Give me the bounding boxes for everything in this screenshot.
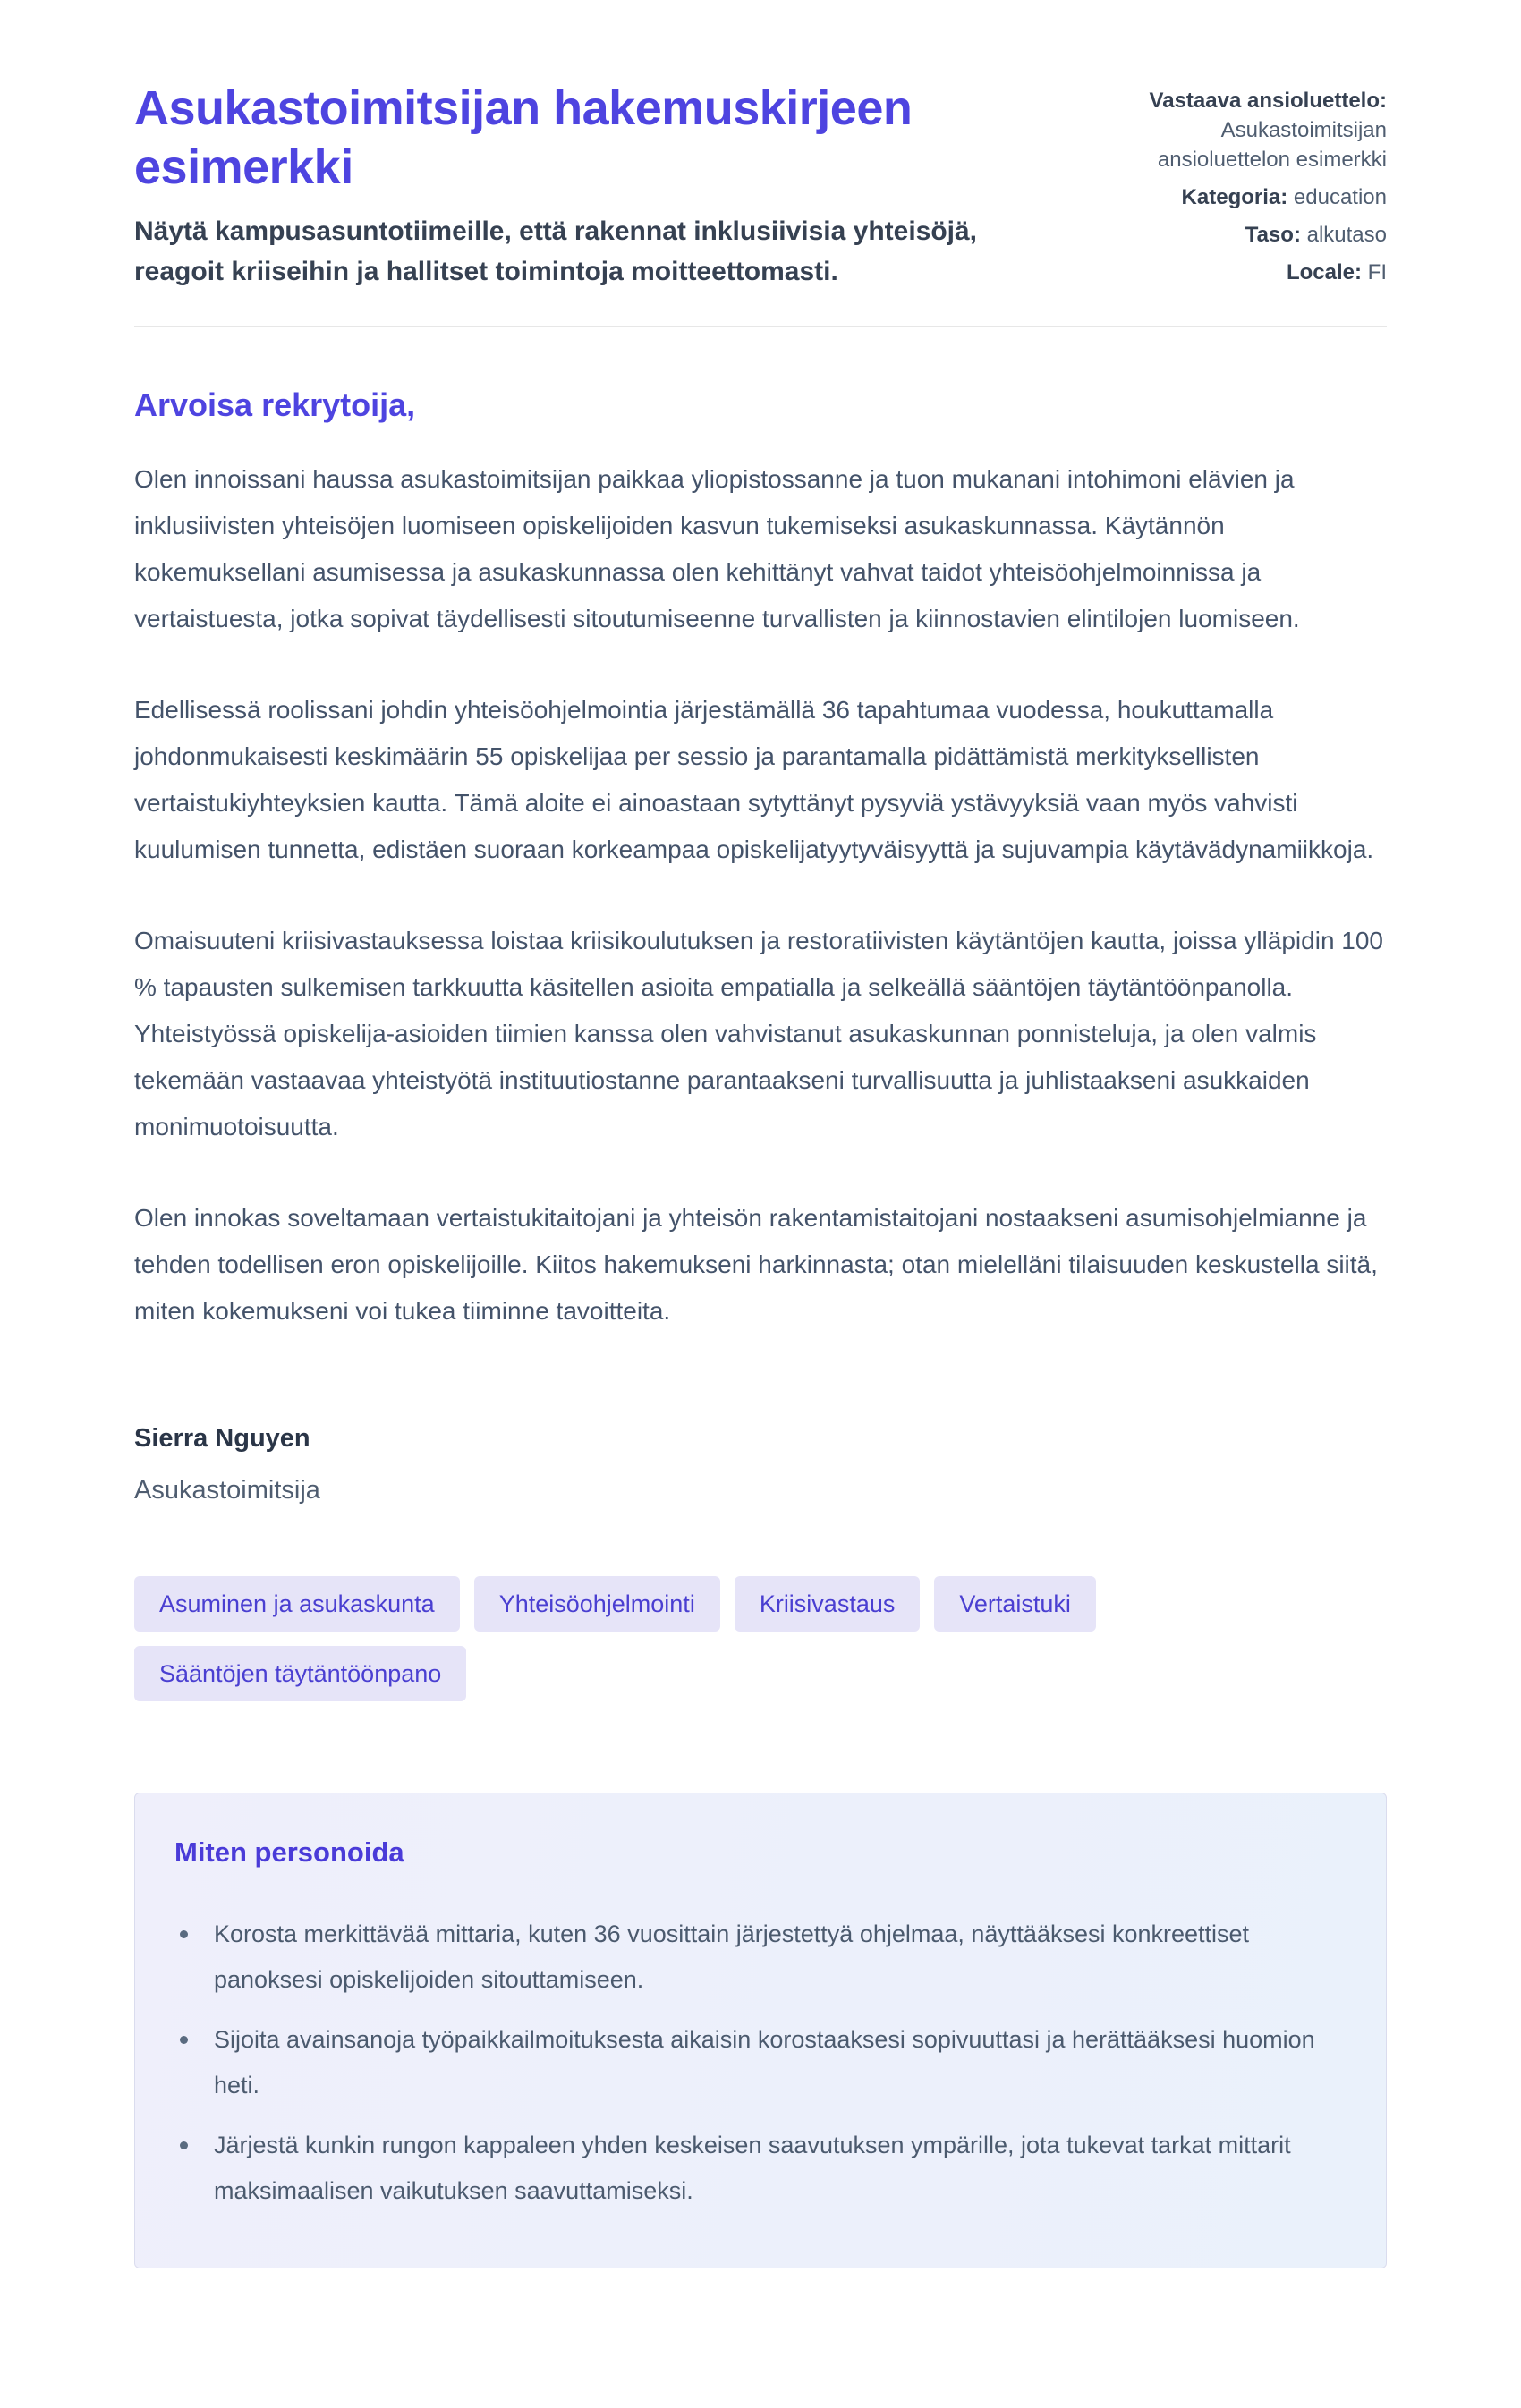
meta-panel [1092,86,1387,295]
tips-list-item: Sijoita avainsanoja työpaikkailmoituksesta aikaisin korostaaksesi sopivuuttasi ja herättääksesi huomion heti. [174,2017,1347,2108]
meta-value-level: alkutaso [1306,223,1387,247]
meta-label-resume: Vastaava ansioluettelo: [1149,89,1387,113]
meta-label-category: Kategoria: [1181,185,1288,209]
meta-row-resume [1092,86,1387,174]
personalization-tips-box [134,1793,1387,2268]
letter-signature [134,1420,1387,1508]
page-header [134,79,1387,295]
letter-paragraph: Edellisessä roolissani johdin yhteisöohjelmointia järjestämällä 36 tapahtumaa vuodessa, houkuttamalla johdonmukaisesti keskimäärin 55 opiskelijaa per sessio ja parantamalla pidättämistä merkityksellisten vertaistukiyhteyksien kautta. Tämä aloite ei ainoastaan sytyttänyt pysyviä ystävyyksiä vaan myös vahvisti kuulumisen tunnetta, edistäen suoraan korkeampaa opiskelijatyytyväisyyttä ja sujuvampia käytävädynamiikkoja. [134,696,1374,863]
page-title: Asukastoimitsijan hakemuskirjeen esimerkki [134,81,913,194]
tag-chip[interactable]: Asuminen ja asukaskunta [134,1576,460,1632]
meta-value-category: education [1293,185,1387,209]
meta-row-category [1092,182,1387,212]
meta-row-level [1092,220,1387,250]
tag-chip[interactable]: Kriisivastaus [735,1576,921,1632]
meta-value-locale: FI [1367,260,1387,284]
tips-title: Miten personoida [174,1836,404,1868]
tips-list-item: Järjestä kunkin rungon kappaleen yhden keskeisen saavutuksen ympärille, jota tukevat tarkat mittarit maksimaalisen vaikutuksen saavuttamiseksi. [174,2123,1347,2214]
letter-paragraph: Olen innoissani haussa asukastoimitsijan paikkaa yliopistossanne ja tuon mukanani intohimoni elävien ja inklusiivisten yhteisöjen luomiseen opiskelijoiden kasvun tukemiseksi asukaskunnassa. Käytännön kokemuksellani asumisessa ja asukaskunnassa olen kehittänyt vahvat taidot yhteisöohjelmoinnissa ja vertaistuesta, jotka sopivat täydellisesti sitoutumiseenne turvallisten ja kiinnostavien elintilojen luomiseen. [134,465,1300,632]
signature-title: Asukastoimitsija [134,1476,320,1505]
letter-paragraph: Olen innokas soveltamaan vertaistukitaitojani ja yhteisön rakentamistaitojani nostaakseni asumisohjelmianne ja tehden todellisen eron opiskelijoille. Kiitos hakemukseni harkinnasta; otan mielelläni tilaisuuden keskustella siitä, miten kokemukseni voi tukea tiiminne tavoitteita. [134,1204,1378,1325]
letter-body [134,385,1387,1508]
header-divider [134,326,1387,327]
meta-row-locale [1092,258,1387,287]
meta-label-level: Taso: [1245,223,1301,247]
meta-label-locale: Locale: [1286,260,1362,284]
tips-list-item: Korosta merkittävää mittaria, kuten 36 vuosittain järjestettyä ohjelmaa, näyttääksesi konkreettiset panoksesi opiskelijoiden sitouttamiseen. [174,1912,1347,2003]
header-title-block [134,79,993,292]
tips-list [174,1912,1347,2214]
tag-chip[interactable]: Sääntöjen täytäntöönpano [134,1646,466,1701]
letter-greeting: Arvoisa rekrytoija, [134,386,416,423]
tag-chip[interactable]: Yhteisöohjelmointi [474,1576,720,1632]
cover-letter-page [134,0,1387,2268]
signature-name: Sierra Nguyen [134,1424,310,1453]
letter-paragraph: Omaisuuteni kriisivastauksessa loistaa kriisikoulutuksen ja restoratiivisten käytäntöjen kautta, joissa ylläpidin 100 % tapausten sulkemisen tarkkuutta käsitellen asioita empatialla ja selkeällä sääntöjen täytäntöönpanolla. Yhteistyössä opiskelija-asioiden tiimien kanssa olen vahvistanut asukaskunnan ponnisteluja, ja olen valmis tekemään vastaavaa yhteistyötä instituutiostanne parantaakseni turvallisuutta ja juhlistaakseni asukkaiden monimuotoisuutta. [134,927,1384,1140]
skill-tags [134,1576,1387,1701]
tag-chip[interactable]: Vertaistuki [934,1576,1096,1632]
page-subtitle: Näytä kampusasuntotiimeille, että rakennat inklusiivisia yhteisöjä, reagoit kriiseihin ja hallitset toimintoja moitteettomasti. [134,216,978,286]
meta-value-resume: Asukastoimitsijan ansioluettelon esimerkki [1157,118,1387,172]
